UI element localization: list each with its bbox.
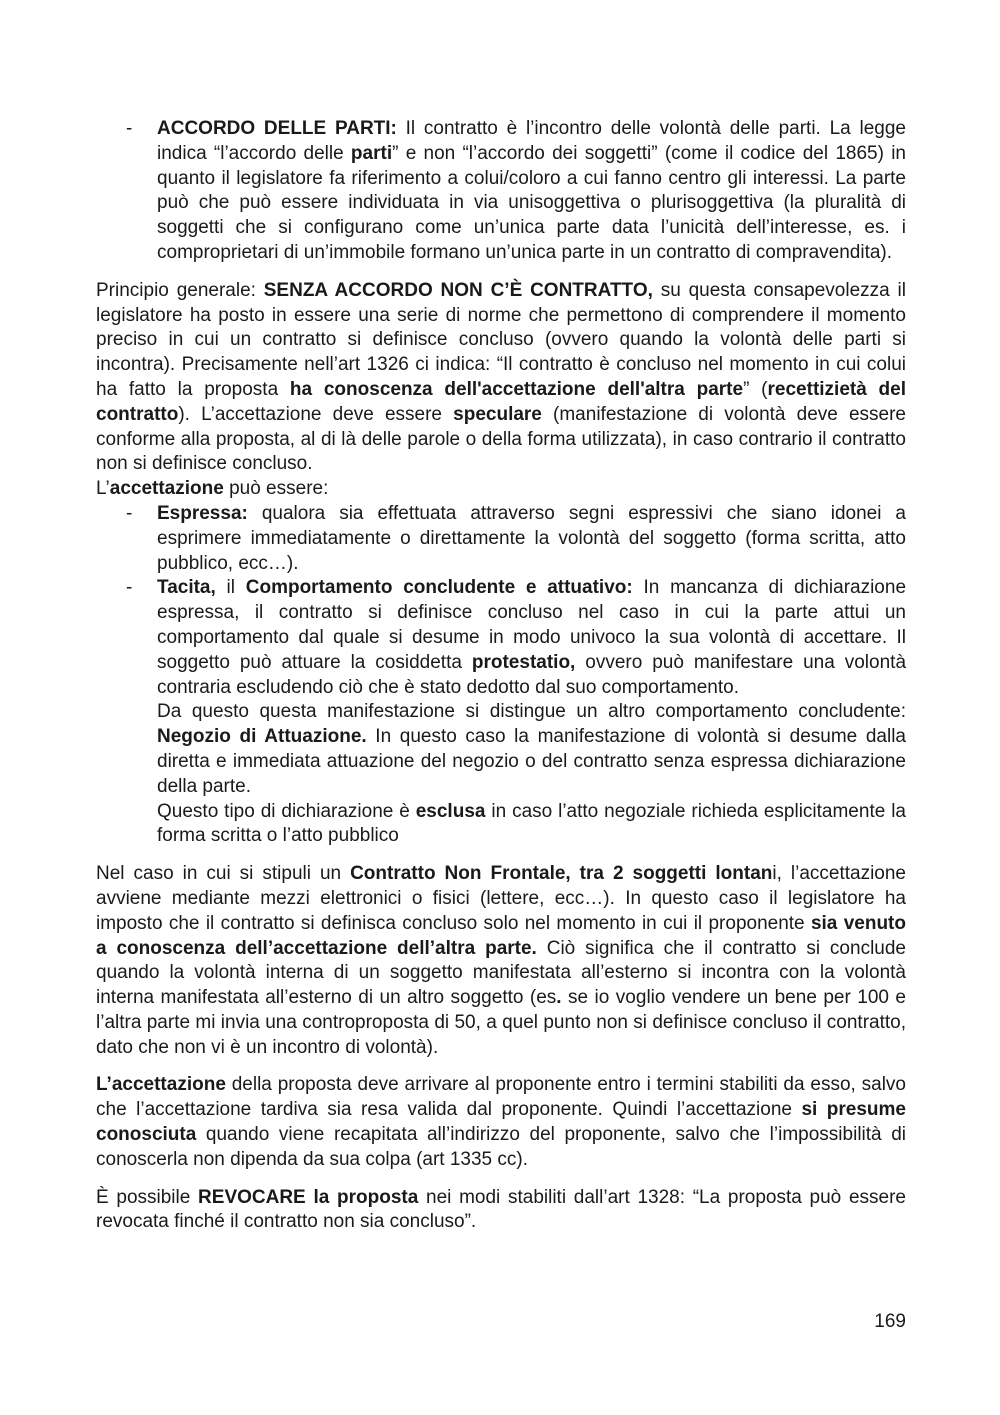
page-number: 169 xyxy=(874,1311,906,1332)
list-item-text: Espressa: qualora sia effettuata attraverso segni espressivi che siano idonei a esprimere immediatamente o direttamente la volontà del soggetto (forma scritta, atto pubblico, ecc…). xyxy=(157,502,906,574)
paragraph-revocare-proposta: È possibile REVOCARE la proposta nei modi stabiliti dall’art 1328: “La proposta può essere revocata finché il contratto non sia concluso”. xyxy=(96,1186,906,1233)
paragraph-contratto-non-frontale: Nel caso in cui si stipuli un Contratto Non Frontale, tra 2 soggetti lontani, l’accettazione avviene mediante mezzi elettronici o fisici (lettere, ecc…). In questo caso il legislatore ha imposto che il contratto si definisca concluso solo nel momento in cui il proponente sia venuto a conoscenza dell’accettazione dell’altra parte. Ciò significa che il contratto si conclude quando la volontà interna di un soggetto manifestata all’esterno si incontra con la volontà interna manifestata all’esterno di un altro soggetto (es. se io voglio vendere un bene per 100 e l’altra parte mi invia una controproposta di 50, a quel punto non si definisce concluso il contratto, dato che non vi è un incontro di volontà). xyxy=(96,863,907,1058)
list-item-subparagraph-negozio: Da questo questa manifestazione si distingue un altro comportamento concludente: Negozio di Attuazione. In questo caso la manifestazione di volontà si desume dalla diretta e immediata attuazione del negozio o del contratto senza espressa dichiarazione della parte. xyxy=(157,701,906,797)
list-item-subparagraph-esclusa: Questo tipo di dichiarazione è esclusa in caso l’atto negoziale richieda esplicitamente la forma scritta o l’atto pubblico xyxy=(157,800,906,847)
list-dash: - xyxy=(126,577,133,599)
list-item-espressa xyxy=(96,502,906,576)
list-item-text: ACCORDO DELLE PARTI: Il contratto è l’incontro delle volontà delle parti. La legge indica “l’accordo delle parti” e non “l’accordo dei soggetti” (come il codice del 1865) in quanto il legislatore fa riferimento a colui/coloro a cui fanno centro gli interessi. La parte può che può essere individuata in via unisoggettiva o plurisoggettiva (la pluralità di soggetti che si configurano come un’unica parte data l’unicità dell’interesse, es. i comproprietari di un’immobile formano un’unica parte in un contratto di compravendita). xyxy=(157,118,906,263)
list-item-accordo-delle-parti xyxy=(96,117,906,266)
paragraph-accettazione-intro: L’accettazione può essere: xyxy=(96,478,329,500)
list-dash: - xyxy=(126,502,133,524)
list-item-tacita xyxy=(96,576,906,849)
list-item-text: Tacita, il Comportamento concludente e attuativo: In mancanza di dichiarazione espressa, il contratto si definisce concluso nel caso in cui la parte attui un comportamento dal quale si desume in modo univoco la sua volontà di accettare. Il soggetto può attuare la cosiddetta protestatio, ovvero può manifestare una volontà contraria escludendo ciò che è stato dedotto dal suo comportamento. xyxy=(157,577,907,698)
paragraph-principio-generale: Principio generale: SENZA ACCORDO NON C’È CONTRATTO, su questa consapevolezza il legislatore ha posto in essere una serie di norme che permettono di comprendere il momento preciso in cui un contratto si definisce concluso (ovvero quando la volontà delle parti si incontra). Precisamente nell’art 1326 ci indica: “Il contratto è concluso nel momento in cui colui ha fatto la proposta ha conoscenza dell'accettazione dell'altra parte” (recettizietà del contratto). L’accettazione deve essere speculare (manifestazione di volontà deve essere conforme alla proposta, al di là delle parole o della forma utilizzata), in caso contrario il contratto non si definisce concluso. xyxy=(96,279,907,475)
document-page xyxy=(96,117,906,1235)
list-dash: - xyxy=(126,118,133,139)
paragraph-accettazione-termini: L’accettazione della proposta deve arrivare al proponente entro i termini stabiliti da esso, salvo che l’accettazione tardiva sia resa valida dal proponente. Quindi l’accettazione si presume conosciuta quando viene recapitata all’indirizzo del proponente, salvo che l’impossibilità di conoscerla non dipenda da sua colpa (art 1335 cc). xyxy=(96,1074,906,1170)
